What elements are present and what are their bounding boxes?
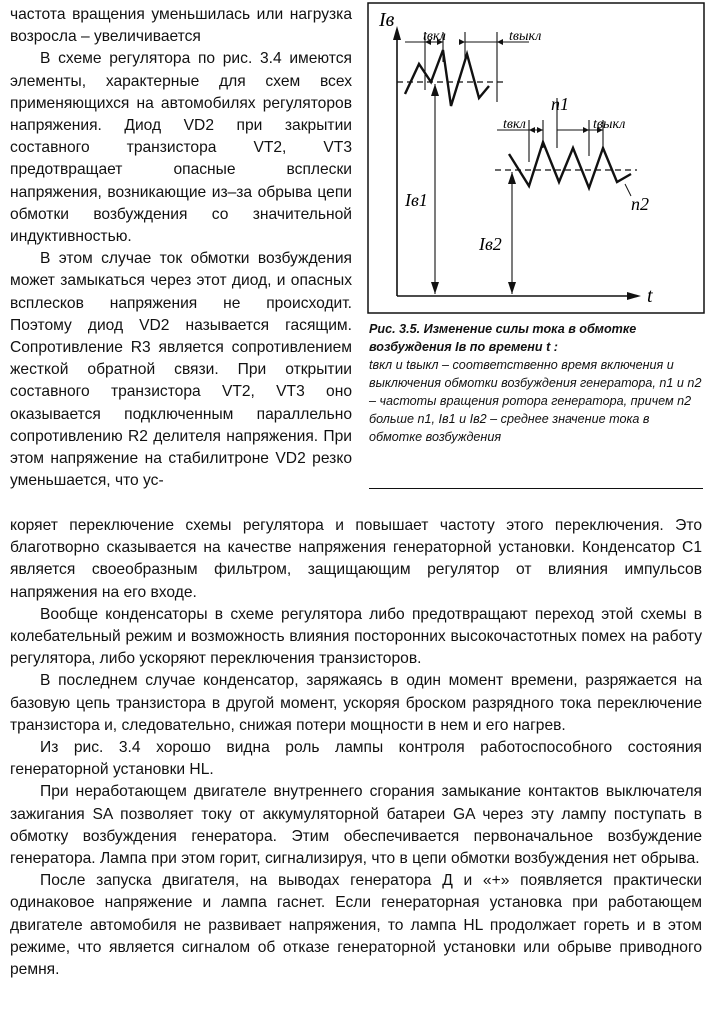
ton-label: tвкл xyxy=(423,29,446,44)
figure-graph xyxy=(367,2,705,314)
caption-title: Рис. 3.5. Изменение силы тока в обмотке возбуждения Iв по времени t : xyxy=(369,322,637,354)
left-column-text xyxy=(10,4,352,492)
paragraph: В схеме регулятора по рис. 3.4 имеются элементы, характерные для схем всех применяющихся на автомобилях регуляторов напряжения. Диод VD2 при закрытии составного транзистора VT2, VT3 предотвращает опасные всплески напряжения, возникающие из–за обрыва цепи обмотки возбуждения со значительной индуктивностью. xyxy=(10,50,352,246)
n2-label: n2 xyxy=(631,194,649,214)
full-width-text xyxy=(10,515,702,981)
paragraph: В этом случае ток обмотки возбуждения может замыкаться через этот диод, и опасных всплесков напряжения не происходит. Поэтому диод VD2 называется гасящим. Сопротивление R3 является сопротивлением жесткой обратной связи. При открытии составного транзистора VT2, VT3 оно оказывается подключенным параллельно сопротивлению R2 делителя напряжения. При этом напряжение на стабилитроне VD2 резко уменьшается, что ус- xyxy=(10,250,352,490)
ib2-label: Iв2 xyxy=(479,234,502,254)
caption-divider xyxy=(369,488,703,489)
x-axis-arrow xyxy=(627,292,641,300)
figure-frame xyxy=(368,3,704,313)
waveform-low-speed xyxy=(405,50,489,106)
toff-label-2: tвыкл xyxy=(593,117,626,132)
x-axis-label: t xyxy=(647,285,653,307)
toff-label: tвыкл xyxy=(509,29,542,44)
figure-current-vs-time xyxy=(367,2,705,314)
paragraph: частота вращения уменьшилась или нагрузка возросла – увеличивается xyxy=(10,6,352,46)
figure-caption xyxy=(369,320,703,446)
paragraph: коряет переключение схемы регулятора и повышает частоту этого переключения. Это благотворно сказывается на качестве напряжения генераторной установки. Конденсатор С1 является своеобразным фильтром, защищающим регулятор от влияния импульсов напряжения на его входе. xyxy=(10,517,702,601)
n1-label: n1 xyxy=(551,94,569,114)
waveform-high-speed xyxy=(509,142,631,188)
paragraph: При неработающем двигателе внутреннего сгорания замыкание контактов выключателя зажигания SA позволяет току от аккумуляторной батареи GA через эту лампу поступать в обмотку возбуждения генератора. Этим обеспечивается первоначальное возбуждение генератора. Лампа при этом горит, сигнализируя, что в цепи обмотки возбуждения нет обрыва. xyxy=(10,783,702,868)
ton-label-2: tвкл xyxy=(503,117,526,132)
ib1-label: Iв1 xyxy=(405,190,428,210)
y-axis-label: Iв xyxy=(379,9,395,31)
paragraph: После запуска двигателя, на выводах генератора Д и «+» появляется практически одинаковое напряжение и лампа гаснет. Если генераторная установка при работающем двигателе автомобиля не развивает напряжения, то лампа HL продолжает гореть и в этом режиме, что является сигналом об отказе генераторной установки или обрыве приводного ремня. xyxy=(10,872,702,979)
paragraph: В последнем случае конденсатор, заряжаясь в один момент времени, разряжается на базовую цепь транзистора в другой момент, ускоряя броском разрядного тока переключение транзистора и, следовательно, снижая потери мощности в нем и его нагрев. xyxy=(10,672,702,734)
caption-body: tвкл и tвыкл – соответственно время включения и выключения обмотки возбуждения генератора, n1 и n2 – частоты вращения ротора генератора, причем n2 больше n1, Iв1 и Iв2 – среднее значение тока в обмотке возбуждения xyxy=(369,358,702,444)
paragraph: Из рис. 3.4 хорошо видна роль лампы контроля работоспособного состояния генераторной установки HL. xyxy=(10,739,702,779)
paragraph: Вообще конденсаторы в схеме регулятора либо предотвращают переход этой схемы в колебательный режим и возможность влияния посторонних высокочастотных помех на работу регулятора, либо ускоряют переключения транзисторов. xyxy=(10,605,702,668)
